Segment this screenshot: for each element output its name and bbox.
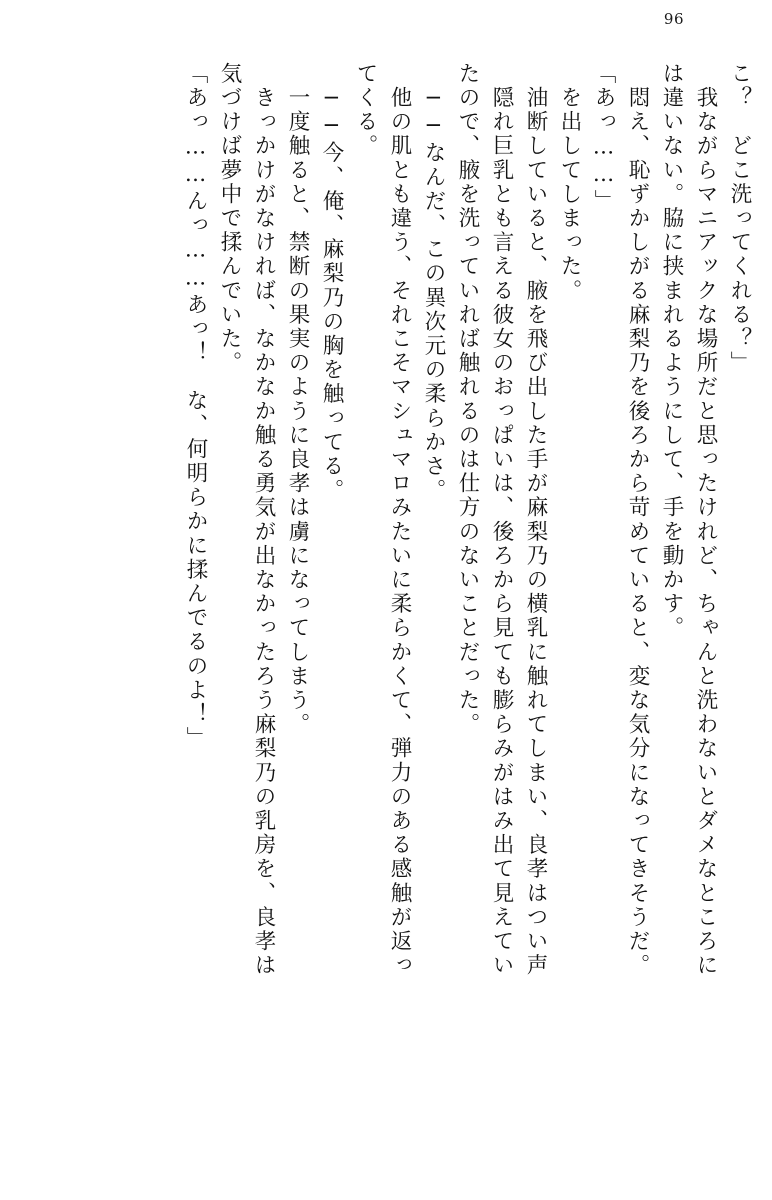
text-line: 悶え、恥ずかしがる麻梨乃を後ろから苛めていると、変な気分になってきそうだ。 [625,62,650,978]
text-line: きっかけがなければ、なかなか触る勇気が出なかったろう麻梨乃の乳房を、良孝は [251,62,276,978]
text-line: 一度触ると、禁断の果実のように良孝は虜になってしまう。 [285,62,310,737]
text-line: を出してしまった。 [557,62,582,303]
page-number: 96 [663,10,684,28]
text-line: 「あっ……」 [591,62,616,214]
text-line: ──なんだ、この異次元の柔らかさ。 [421,62,446,503]
text-line: ──今、俺、麻梨乃の胸を触ってる。 [319,62,344,503]
text-line: てくる。 [353,62,378,159]
text-line: 油断していると、腋を飛び出した手が麻梨乃の横乳に触れてしまい、良孝はつい声 [523,62,548,978]
text-line: 隠れ巨乳とも言える彼女のおっぱいは、後ろから見ても膨らみがはみ出て見えてい [489,62,514,978]
text-line: 「あっ……んっ……あっ！ な、何明らかに揉んでるのよ！」 [183,62,208,751]
vertical-text-body [22,62,750,1142]
text-line: は違いない。脇に挟まれるようにして、手を動かす。 [659,62,684,641]
text-line: 我ながらマニアックな場所だと思ったけれど、ちゃんと洗わないとダメなところに [693,62,718,978]
text-line: たので、腋を洗っていれば触れるのは仕方のないことだった。 [455,62,480,737]
text-line: こ？ どこ洗ってくれる？」 [727,62,752,376]
text-line: 他の肌とも違う、それこそマシュマロみたいに柔らかくて、弾力のある感触が返っ [387,62,412,978]
text-line: 気づけば夢中で揉んでいた。 [217,62,242,376]
